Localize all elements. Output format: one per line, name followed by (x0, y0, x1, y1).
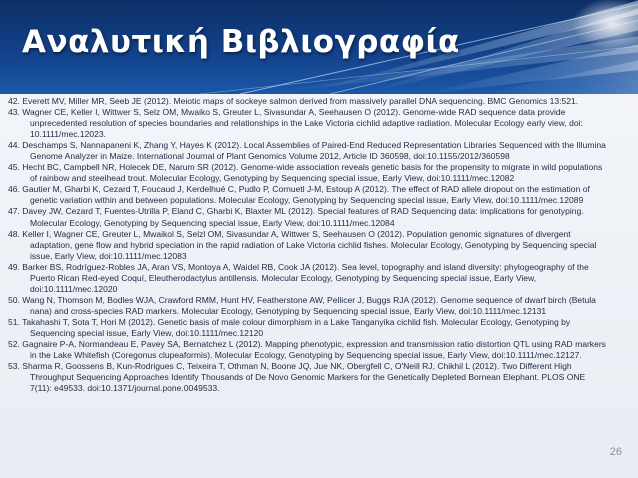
reference-item: 46. Gautier M, Gharbi K, Cezard T, Foucaud J, Kerdelhué C, Pudlo P, Cornuetl J-M, Estoup A (2012). The effect of RAD allele dropout on the estimation of genetic variation within and between populations. Molecular Ecology, Genotyping by Sequencing special issue, Early View, doi:10.1111/mec.12089 (8, 184, 590, 206)
reference-item: 51. Takahashi T, Sota T, Hori M (2012). Genetic basis of male colour dimorphism in a Lake Tanganyika cichlid fish. Molecular Ecology, Genotyping by Sequencing special issue, Early View, doi:10.1111/mec.12120 (8, 316, 571, 338)
reference-item: 53. Sharma R, Goossens B, Kun-Rodrigues C, Teixeira T, Othman N, Boone JQ, Jue NK, Obergfell C, O'Neill RJ, Chikhil L (2012). Two Different High Throughput Sequencing Approaches Identify Thousands of De Novo Genomic Markers for the Genetically Depleted Bornean Elephant. PLOS ONE 7(11): e49533. doi:10.1371/journal.pone.0049533. (8, 361, 586, 394)
title-banner (0, 0, 638, 94)
reference-item: 50. Wang N, Thomson M, Bodles WJA, Crawford RMM, Hunt HV, Featherstone AW, Pellicer J, Buggs RJA (2012). Genome sequence of dwarf birch (Betula nana) and cross-species RAD markers. Molecular Ecology, Genotyping by Sequencing special issue, Early View, doi:10.1111/mec.12131 (8, 294, 596, 316)
reference-item: 44. Deschamps S, Nannapaneni K, Zhang Y, Hayes K (2012). Local Assemblies of Paired-End Reduced Representation Libraries Sequenced with the Illumina Genome Analyzer in Maize. International Journal of Plant Genomics Volume 2012, Article ID 360598, doi:10.1155/2012/360598 (8, 140, 606, 162)
page-number: 26 (609, 446, 622, 458)
slide-title: Αναλυτική Βιβλιογραφία (22, 24, 460, 60)
reference-item: 43. Wagner CE, Keller I, Wittwer S, Selz OM, Mwaiko S, Greuter L, Sivasundar A, Seehausen O (2012). Genome-wide RAD sequence data provide unprecedented resolution of species boundaries and relationships in the Lake Victoria cichlid adaptive radiation. Molecular Ecology early view, doi: 10.1111/mec.12023. (8, 107, 583, 140)
reference-list (8, 96, 608, 394)
reference-item: 52. Gagnaire P-A, Normandeau E, Pavey SA, Bernatchez L (2012). Mapping phenotypic, expression and transmission ratio distortion QTL using RAD markers in the Lake Whitefish (Coregonus clupeaformis). Molecular Ecology, Genotyping by Sequencing special issue, Early View, doi:10.1111/mec.12127. (8, 339, 606, 361)
reference-item: 45. Hecht BC, Campbell NR, Holecek DE, Narum SR (2012). Genome-wide association reveals genetic basis for the propensity to migrate in wild populations of rainbow and steelhead trout. Molecular Ecology, Genotyping by Sequencing special issue, Early View, doi:10.1111/mec.12082 (8, 162, 603, 184)
reference-item: 42. Everett MV, Miller MR, Seeb JE (2012). Meiotic maps of sockeye salmon derived from massively parallel DNA sequencing. BMC Genomics 13:521. (8, 96, 579, 106)
reference-item: 48. Keller I, Wagner CE, Greuter L, Mwaikol S, Selzl OM, Sivasundar A, Wittwer S, Seehausen O (2012). Population genomic signatures of divergent adaptation, gene flow and hybrid speciation in the rapid radiation of Lake Victoria cichlid fishes. Molecular Ecology, Genotyping by Sequencing special issue, Early View, doi:10.1111/mec.12083 (8, 228, 597, 261)
reference-item: 49. Barker BS, Rodríguez-Robles JA, Aran VS, Montoya A, Waidel RB, Cook JA (2012). Sea level, topography and island diversity: phylogeography of the Puerto Rican Red-eyed Coquí, Eleutherodactylus antillensis. Molecular Ecology, Genotyping by Sequencing special issue, Early View, doi:10.1111/mec.12020 (8, 261, 589, 294)
reference-item: 47. Davey JW, Cezard T, Fuentes-Utrilla P, Eland C, Gharbi K, Blaxter ML (2012). Special features of RAD Sequencing data: implications for genotyping. Molecular Ecology, Genotyping by Sequencing special issue, Early View, doi:10.1111/mec.12084 (8, 206, 584, 228)
